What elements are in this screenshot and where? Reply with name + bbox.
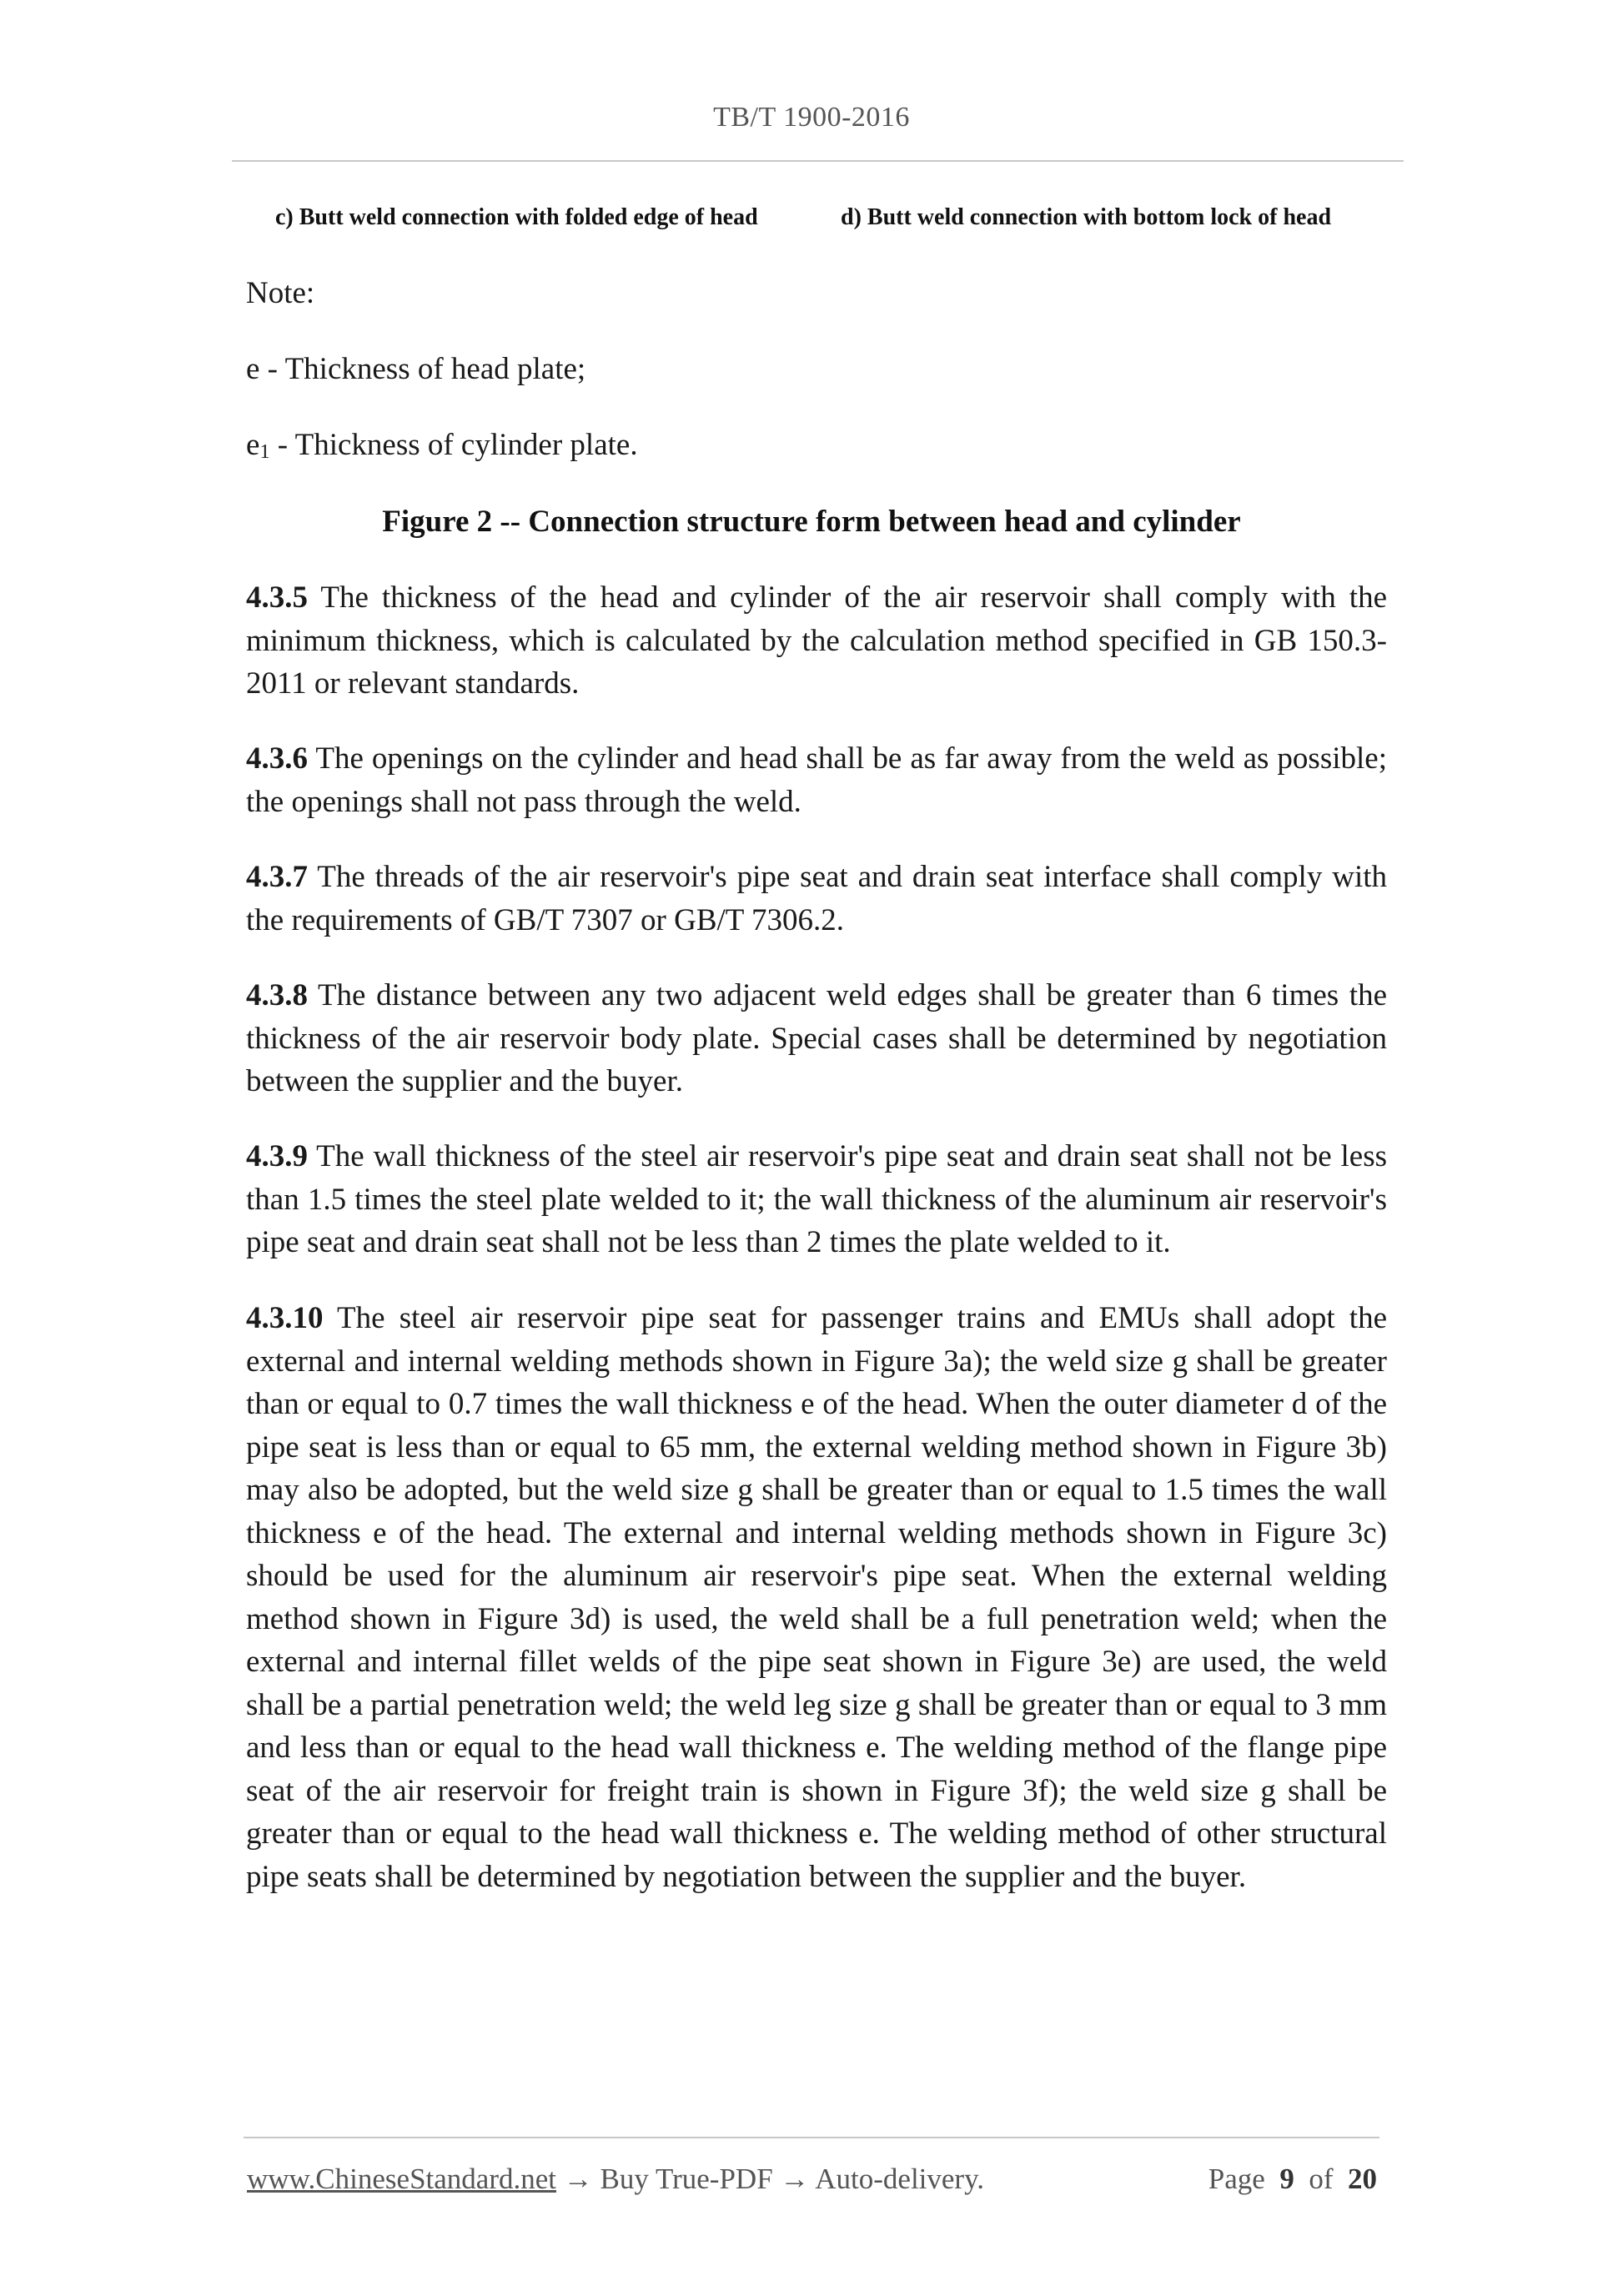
arrow-right-icon: →: [556, 2163, 600, 2195]
document-header-title: TB/T 1900-2016: [713, 102, 910, 133]
clause-4-3-5: [246, 576, 1387, 706]
clause-4-3-10: [246, 1297, 1387, 1898]
clause-number: 4.3.9: [246, 1139, 308, 1173]
clause-4-3-6: [246, 737, 1387, 823]
clause-number: 4.3.7: [246, 860, 308, 894]
clause-number: 4.3.8: [246, 978, 308, 1012]
clause-4-3-9: [246, 1135, 1387, 1264]
note-line-head-thickness: e - Thickness of head plate;: [246, 352, 586, 386]
figure-caption-c: c) Butt weld connection with folded edge of head: [275, 204, 758, 230]
current-page-number: 9: [1279, 2163, 1294, 2195]
clause-number: 4.3.10: [246, 1301, 324, 1335]
clause-text: The steel air reservoir pipe seat for passenger trains and EMUs shall adopt the external and internal welding methods shown in Figure 3a); the weld size g shall be greater than or equal to 0.7 times the wall thickness e of the head. When the outer diameter d of the pipe seat is less than or equal to 65 mm, the external welding method shown in Figure 3b) may also be adopted, but the weld size g shall be greater than or equal to 1.5 times the wall thickness e of the head. The external and internal welding methods shown in Figure 3c) should be used for the aluminum air reservoir's pipe seat. When the external welding method shown in Figure 3d) is used, the weld shall be a full penetration weld; when the external and internal fillet welds of the pipe seat shown in Figure 3e) are used, the weld shall be a partial penetration weld; the weld leg size g shall be greater than or equal to 3 mm and less than or equal to the head wall thickness e. The welding method of the flange pipe seat of the air reservoir for freight train is shown in Figure 3f); the weld size g shall be greater than or equal to the head wall thickness e. The welding method of other structural pipe seats shall be determined by negotiation between the supplier and the buyer.: [246, 1301, 1387, 1894]
website-link[interactable]: www.ChineseStandard.net: [247, 2163, 556, 2195]
note-line2-text: - Thickness of cylinder plate.: [269, 428, 638, 462]
page-label: Page: [1208, 2163, 1265, 2195]
of-label: of: [1309, 2163, 1334, 2195]
arrow-right-icon: →: [772, 2163, 816, 2195]
note-symbol-subscript: 1: [259, 441, 270, 463]
footer-divider: [244, 2137, 1379, 2138]
buy-true-pdf-link[interactable]: Buy True-PDF: [600, 2163, 773, 2195]
clause-text: The openings on the cylinder and head shall be as far away from the weld as possible; the openings shall not pass through the weld.: [246, 741, 1387, 819]
footer-promo: [247, 2163, 984, 2196]
total-pages-number: 20: [1348, 2163, 1377, 2195]
figure-title: Figure 2 -- Connection structure form between head and cylinder: [382, 505, 1241, 539]
clause-number: 4.3.5: [246, 580, 308, 615]
page-indicator: [1208, 2163, 1377, 2196]
note-line-cylinder-thickness: [246, 427, 638, 464]
header-divider: [232, 160, 1404, 162]
clause-text: The thickness of the head and cylinder of the air reservoir shall comply with the minimum thickness, which is calculated by the calculation method specified in GB 150.3-2011 or relevant standards.: [246, 580, 1387, 701]
clause-text: The wall thickness of the steel air reservoir's pipe seat and drain seat shall not be less than 1.5 times the steel plate welded to it; the wall thickness of the aluminum air reservoir's pipe seat and drain seat shall not be less than 2 times the plate welded to it.: [246, 1139, 1387, 1259]
figure-caption-d: d) Butt weld connection with bottom lock of head: [841, 204, 1332, 230]
note-symbol: e: [246, 428, 260, 462]
clause-number: 4.3.6: [246, 741, 308, 776]
clause-4-3-8: [246, 974, 1387, 1103]
note-label: Note:: [246, 276, 315, 310]
clause-text: The distance between any two adjacent weld edges shall be greater than 6 times the thickness of the air reservoir body plate. Special cases shall be determined by negotiation between the supplier and the buyer.: [246, 978, 1387, 1098]
clause-4-3-7: [246, 856, 1387, 942]
auto-delivery-text: Auto-delivery.: [815, 2163, 985, 2195]
clause-text: The threads of the air reservoir's pipe seat and drain seat interface shall comply with the requirements of GB/T 7307 or GB/T 7306.2.: [246, 860, 1387, 937]
